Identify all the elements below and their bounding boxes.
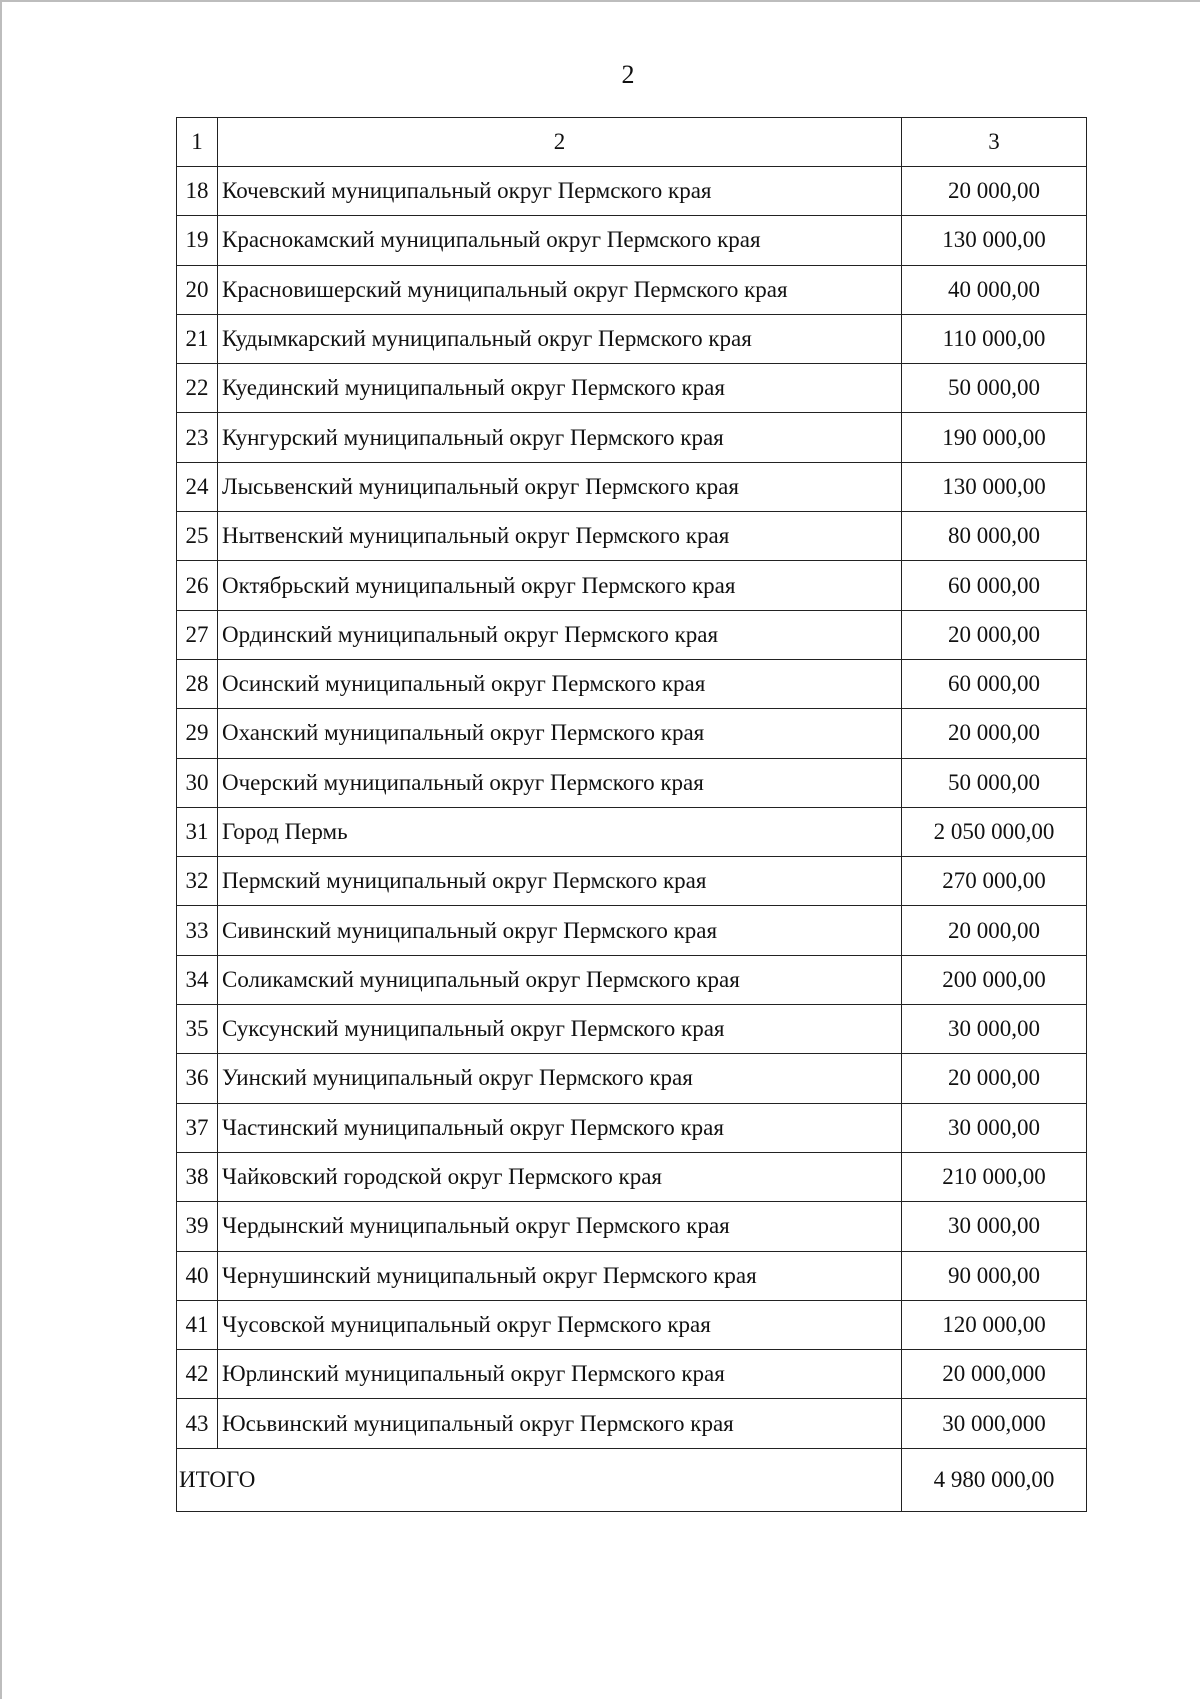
table-row xyxy=(177,561,1087,610)
municipality-name: Краснокамский муниципальный округ Пермского края xyxy=(218,216,902,265)
table-row xyxy=(177,1251,1087,1300)
row-amount: 110 000,00 xyxy=(902,314,1087,363)
table-row xyxy=(177,955,1087,1004)
row-number: 18 xyxy=(177,167,218,216)
table-row xyxy=(177,1005,1087,1054)
row-number: 21 xyxy=(177,314,218,363)
row-amount: 190 000,00 xyxy=(902,413,1087,462)
table-row xyxy=(177,1202,1087,1251)
row-amount: 80 000,00 xyxy=(902,512,1087,561)
header-col-2: 2 xyxy=(218,118,902,167)
table-row xyxy=(177,906,1087,955)
row-number: 33 xyxy=(177,906,218,955)
row-amount: 2 050 000,00 xyxy=(902,807,1087,856)
table-row xyxy=(177,709,1087,758)
row-amount: 20 000,00 xyxy=(902,1054,1087,1103)
table-row xyxy=(177,1054,1087,1103)
row-number: 40 xyxy=(177,1251,218,1300)
municipality-name: Куединский муниципальный округ Пермского края xyxy=(218,364,902,413)
table-header-row xyxy=(177,118,1087,167)
row-number: 34 xyxy=(177,955,218,1004)
row-amount: 270 000,00 xyxy=(902,857,1087,906)
table-row xyxy=(177,807,1087,856)
row-number: 26 xyxy=(177,561,218,610)
row-amount: 20 000,00 xyxy=(902,167,1087,216)
row-amount: 200 000,00 xyxy=(902,955,1087,1004)
row-number: 23 xyxy=(177,413,218,462)
municipality-name: Осинский муниципальный округ Пермского края xyxy=(218,659,902,708)
row-number: 24 xyxy=(177,462,218,511)
table-row xyxy=(177,1399,1087,1448)
row-amount: 30 000,00 xyxy=(902,1202,1087,1251)
municipality-name: Суксунский муниципальный округ Пермского края xyxy=(218,1005,902,1054)
row-amount: 20 000,000 xyxy=(902,1350,1087,1399)
table-row xyxy=(177,265,1087,314)
row-number: 32 xyxy=(177,857,218,906)
table-row xyxy=(177,167,1087,216)
row-amount: 60 000,00 xyxy=(902,561,1087,610)
total-row xyxy=(177,1448,1087,1511)
row-amount: 30 000,00 xyxy=(902,1103,1087,1152)
row-number: 41 xyxy=(177,1300,218,1349)
table-row xyxy=(177,610,1087,659)
allocation-table xyxy=(176,117,1087,1512)
municipality-name: Соликамский муниципальный округ Пермского края xyxy=(218,955,902,1004)
municipality-name: Октябрьский муниципальный округ Пермского края xyxy=(218,561,902,610)
row-number: 30 xyxy=(177,758,218,807)
row-number: 20 xyxy=(177,265,218,314)
municipality-name: Очерский муниципальный округ Пермского края xyxy=(218,758,902,807)
row-number: 28 xyxy=(177,659,218,708)
row-number: 25 xyxy=(177,512,218,561)
row-amount: 20 000,00 xyxy=(902,709,1087,758)
row-amount: 30 000,000 xyxy=(902,1399,1087,1448)
municipality-name: Уинский муниципальный округ Пермского края xyxy=(218,1054,902,1103)
table-row xyxy=(177,659,1087,708)
row-number: 39 xyxy=(177,1202,218,1251)
municipality-name: Город Пермь xyxy=(218,807,902,856)
row-number: 43 xyxy=(177,1399,218,1448)
municipality-name: Оханский муниципальный округ Пермского края xyxy=(218,709,902,758)
row-number: 22 xyxy=(177,364,218,413)
municipality-name: Юрлинский муниципальный округ Пермского края xyxy=(218,1350,902,1399)
table-row xyxy=(177,314,1087,363)
row-amount: 130 000,00 xyxy=(902,216,1087,265)
municipality-name: Юсьвинский муниципальный округ Пермского края xyxy=(218,1399,902,1448)
row-amount: 90 000,00 xyxy=(902,1251,1087,1300)
total-label: ИТОГО xyxy=(177,1448,902,1511)
table-row xyxy=(177,857,1087,906)
municipality-name: Кочевский муниципальный округ Пермского края xyxy=(218,167,902,216)
row-amount: 210 000,00 xyxy=(902,1152,1087,1201)
row-number: 31 xyxy=(177,807,218,856)
municipality-name: Чердынский муниципальный округ Пермского края xyxy=(218,1202,902,1251)
header-col-3: 3 xyxy=(902,118,1087,167)
municipality-name: Лысьвенский муниципальный округ Пермского края xyxy=(218,462,902,511)
municipality-name: Чернушинский муниципальный округ Пермского края xyxy=(218,1251,902,1300)
page-number: 2 xyxy=(621,60,635,89)
municipality-name: Кудымкарский муниципальный округ Пермского края xyxy=(218,314,902,363)
table-row xyxy=(177,1300,1087,1349)
row-number: 38 xyxy=(177,1152,218,1201)
table-row xyxy=(177,1350,1087,1399)
municipality-name: Сивинский муниципальный округ Пермского края xyxy=(218,906,902,955)
municipality-name: Кунгурский муниципальный округ Пермского края xyxy=(218,413,902,462)
row-number: 36 xyxy=(177,1054,218,1103)
row-number: 29 xyxy=(177,709,218,758)
table-row xyxy=(177,216,1087,265)
municipality-name: Чайковский городской округ Пермского края xyxy=(218,1152,902,1201)
row-number: 19 xyxy=(177,216,218,265)
municipality-name: Чусовской муниципальный округ Пермского края xyxy=(218,1300,902,1349)
table-row xyxy=(177,364,1087,413)
row-number: 42 xyxy=(177,1350,218,1399)
header-col-1: 1 xyxy=(177,118,218,167)
table-row xyxy=(177,758,1087,807)
row-number: 27 xyxy=(177,610,218,659)
table-row xyxy=(177,462,1087,511)
row-amount: 120 000,00 xyxy=(902,1300,1087,1349)
row-number: 37 xyxy=(177,1103,218,1152)
row-amount: 60 000,00 xyxy=(902,659,1087,708)
municipality-name: Красновишерский муниципальный округ Пермского края xyxy=(218,265,902,314)
table-row xyxy=(177,1103,1087,1152)
table-row xyxy=(177,512,1087,561)
row-amount: 30 000,00 xyxy=(902,1005,1087,1054)
table-row xyxy=(177,413,1087,462)
row-amount: 50 000,00 xyxy=(902,364,1087,413)
municipality-name: Ординский муниципальный округ Пермского края xyxy=(218,610,902,659)
row-amount: 20 000,00 xyxy=(902,610,1087,659)
row-amount: 50 000,00 xyxy=(902,758,1087,807)
row-amount: 20 000,00 xyxy=(902,906,1087,955)
municipality-name: Частинский муниципальный округ Пермского края xyxy=(218,1103,902,1152)
row-amount: 130 000,00 xyxy=(902,462,1087,511)
total-amount: 4 980 000,00 xyxy=(902,1448,1087,1511)
row-number: 35 xyxy=(177,1005,218,1054)
municipality-name: Пермский муниципальный округ Пермского края xyxy=(218,857,902,906)
table-row xyxy=(177,1152,1087,1201)
municipality-name: Нытвенский муниципальный округ Пермского края xyxy=(218,512,902,561)
row-amount: 40 000,00 xyxy=(902,265,1087,314)
